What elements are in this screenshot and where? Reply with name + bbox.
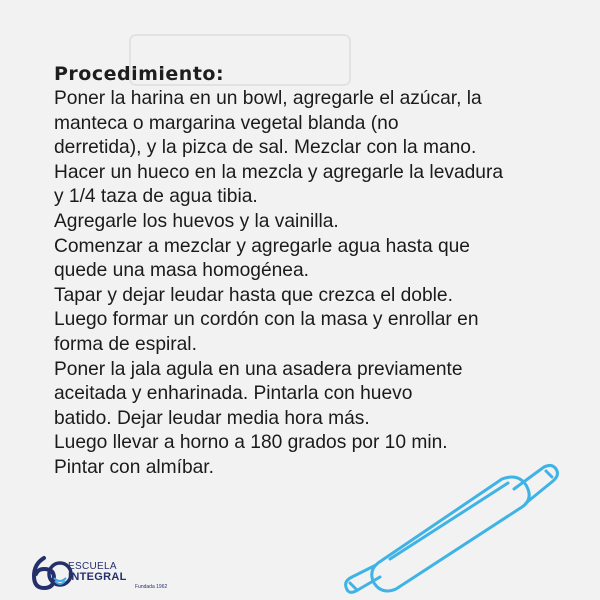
section-heading: Procedimiento: [54,63,225,85]
step-item: Luego llevar a horno a 180 grados por 10 min. [54,432,448,454]
rolling-pin-icon [338,455,578,595]
step-item: Comenzar a mezclar y agregarle agua hasta que quede una masa homogénea. [54,235,470,282]
step-item: Hacer un hueco en la mezcla y agregarle la levadura y 1/4 taza de agua tibia. [54,161,504,208]
step-list [54,87,574,481]
logo-text-escuela: ESCUELA [68,561,117,572]
step-item: Agregarle los huevos y la vainilla. [54,210,339,232]
step-item: Pintar con almíbar. [54,456,214,478]
recipe-text-block [54,62,574,481]
logo-text-founded: Fundada 1962 [135,584,168,590]
logo-text-integral: INTEGRAL [68,571,127,583]
step-item: Poner la harina en un bowl, agregarle el azúcar, la manteca o margarina vegetal blanda (no derretida), y la pizca de sal. Mezclar con la mano. [54,88,482,159]
step-item: Poner la jala agula en una asadera previamente aceitada y enharinada. Pintarla con huevo batido. Dejar leudar media hora más. [54,358,463,429]
school-logo [30,550,190,595]
step-item: Tapar y dejar leudar hasta que crezca el doble. [54,284,453,306]
step-item: Luego formar un cordón con la masa y enrollar en forma de espiral. [54,309,479,355]
